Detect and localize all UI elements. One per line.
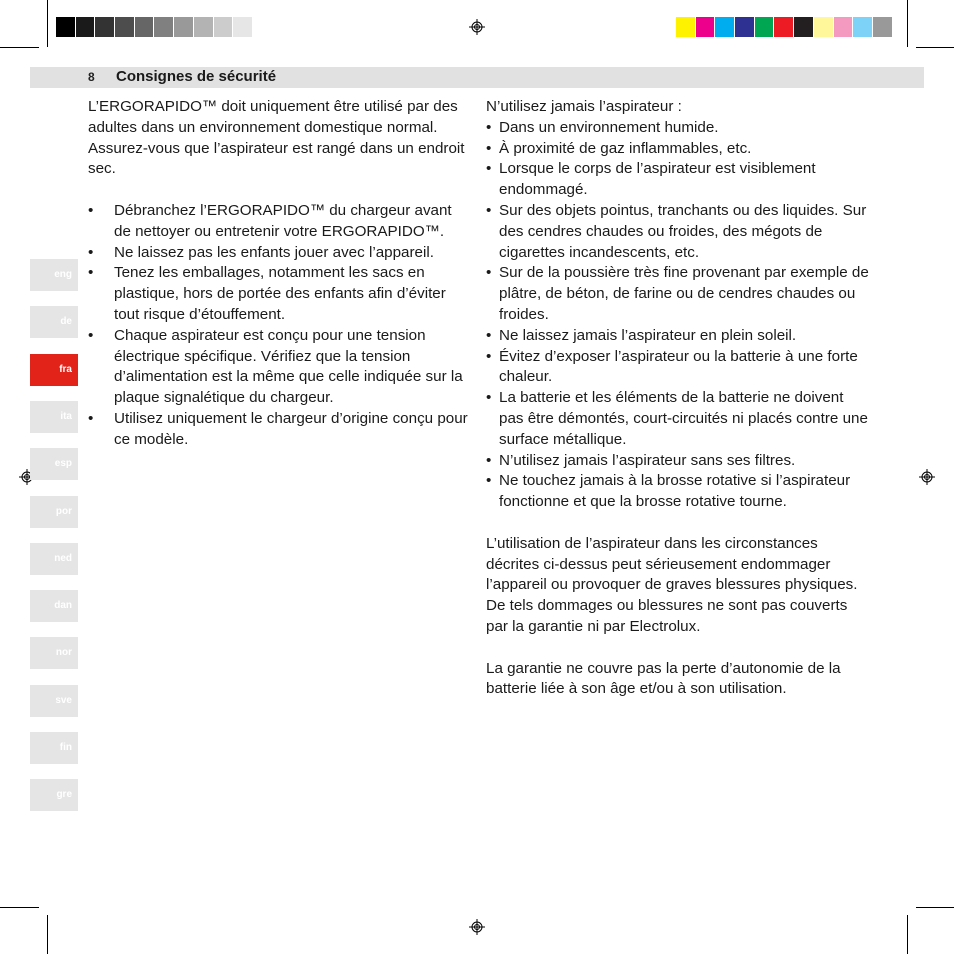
registration-mark-icon <box>919 469 935 485</box>
color-swatch <box>755 17 775 37</box>
color-swatch <box>233 17 253 37</box>
crop-mark <box>916 907 954 908</box>
language-tab-gre[interactable]: gre <box>30 779 78 811</box>
list-item: • À proximité de gaz inflammables, etc. <box>486 139 871 160</box>
right-heading: N’utilisez jamais l’aspirateur : <box>486 98 682 115</box>
language-tab-eng[interactable]: eng <box>30 259 78 291</box>
intro-paragraph: L’ERGORAPIDO™ doit uniquement être utilisé par des adultes dans un environnement domestique normal. Assurez-vous que l’aspirateur est rangé dans un endroit sec. <box>88 98 465 178</box>
color-swatch <box>794 17 814 37</box>
language-tab-ned[interactable]: ned <box>30 543 78 575</box>
left-column <box>88 97 468 451</box>
color-swatch <box>76 17 96 37</box>
color-swatch <box>696 17 716 37</box>
list-item: • Sur de la poussière très fine provenant par exemple de plâtre, de béton, de farine ou de cendres chaudes ou froides. <box>486 263 871 325</box>
language-tab-ita[interactable]: ita <box>30 401 78 433</box>
list-item: • N’utilisez jamais l’aspirateur sans ses filtres. <box>486 451 871 472</box>
crop-mark <box>47 915 48 954</box>
color-swatch <box>873 17 893 37</box>
crop-mark <box>916 47 954 48</box>
crop-mark <box>907 915 908 954</box>
color-swatch <box>853 17 873 37</box>
right-bullet-list <box>486 118 871 513</box>
color-swatch <box>814 17 834 37</box>
color-swatch <box>194 17 214 37</box>
warranty-paragraph: La garantie ne couvre pas la perte d’autonomie de la batterie liée à son âge et/ou à son utilisation. <box>486 659 841 698</box>
crop-mark <box>0 907 39 908</box>
left-bullet-list <box>88 201 468 451</box>
warning-paragraph: L’utilisation de l’aspirateur dans les circonstances décrites ci-dessus peut sérieusement endommager l’appareil ou provoquer de graves blessures physiques. De tels dommages ou blessures ne sont pas couverts par la garantie ni par Electrolux. <box>486 534 858 635</box>
grayscale-calibration-bar <box>56 17 273 37</box>
language-tab-nor[interactable]: nor <box>30 637 78 669</box>
language-tab-de[interactable]: de <box>30 306 78 338</box>
list-item: • Sur des objets pointus, tranchants ou des liquides. Sur des cendres chaudes ou froides, des mégots de cigarettes incandescents, etc. <box>486 201 871 263</box>
registration-mark-icon <box>469 919 485 935</box>
list-item: • Dans un environnement humide. <box>486 118 871 139</box>
language-tab-sve[interactable]: sve <box>30 685 78 717</box>
language-tab-dan[interactable]: dan <box>30 590 78 622</box>
list-item: • Ne laissez pas les enfants jouer avec l’appareil. <box>88 243 468 264</box>
list-item: • Évitez d’exposer l’aspirateur ou la batterie à une forte chaleur. <box>486 347 871 389</box>
color-swatch <box>676 17 696 37</box>
list-item: • Débranchez l’ERGORAPIDO™ du chargeur avant de nettoyer ou entretenir votre ERGORAPIDO™. <box>88 201 468 243</box>
color-swatch <box>154 17 174 37</box>
section-title: Consignes de sécurité <box>116 68 277 85</box>
list-item: • Lorsque le corps de l’aspirateur est visiblement endommagé. <box>486 159 871 201</box>
language-tab-por[interactable]: por <box>30 496 78 528</box>
language-tab-esp[interactable]: esp <box>30 448 78 480</box>
color-swatch <box>715 17 735 37</box>
crop-mark <box>0 47 39 48</box>
color-swatch <box>735 17 755 37</box>
color-swatch <box>253 17 273 37</box>
list-item: • Ne laissez jamais l’aspirateur en plein soleil. <box>486 326 871 347</box>
language-tab-fra[interactable]: fra <box>30 354 78 386</box>
color-calibration-bar <box>676 17 893 37</box>
list-item: • Ne touchez jamais à la brosse rotative si l’aspirateur fonctionne et que la brosse rotative tourne. <box>486 471 871 513</box>
color-swatch <box>95 17 115 37</box>
color-swatch <box>174 17 194 37</box>
language-tab-fin[interactable]: fin <box>30 732 78 764</box>
crop-mark <box>47 0 48 47</box>
right-column <box>486 97 871 700</box>
list-item: • Utilisez uniquement le chargeur d’origine conçu pour ce modèle. <box>88 409 468 451</box>
list-item: • Chaque aspirateur est conçu pour une tension électrique spécifique. Vérifiez que la tension d’alimentation est la même que celle indiquée sur la plaque signalétique du chargeur. <box>88 326 468 409</box>
color-swatch <box>135 17 155 37</box>
color-swatch <box>834 17 854 37</box>
list-item: • La batterie et les éléments de la batterie ne doivent pas être démontés, court-circuités ni placés contre une surface métallique. <box>486 388 871 450</box>
page-number: 8 <box>88 70 95 84</box>
color-swatch <box>214 17 234 37</box>
registration-mark-icon <box>469 19 485 35</box>
crop-mark <box>907 0 908 47</box>
list-item: • Tenez les emballages, notamment les sacs en plastique, hors de portée des enfants afin d’éviter tout risque d’étouffement. <box>88 263 468 325</box>
color-swatch <box>115 17 135 37</box>
color-swatch <box>56 17 76 37</box>
color-swatch <box>774 17 794 37</box>
